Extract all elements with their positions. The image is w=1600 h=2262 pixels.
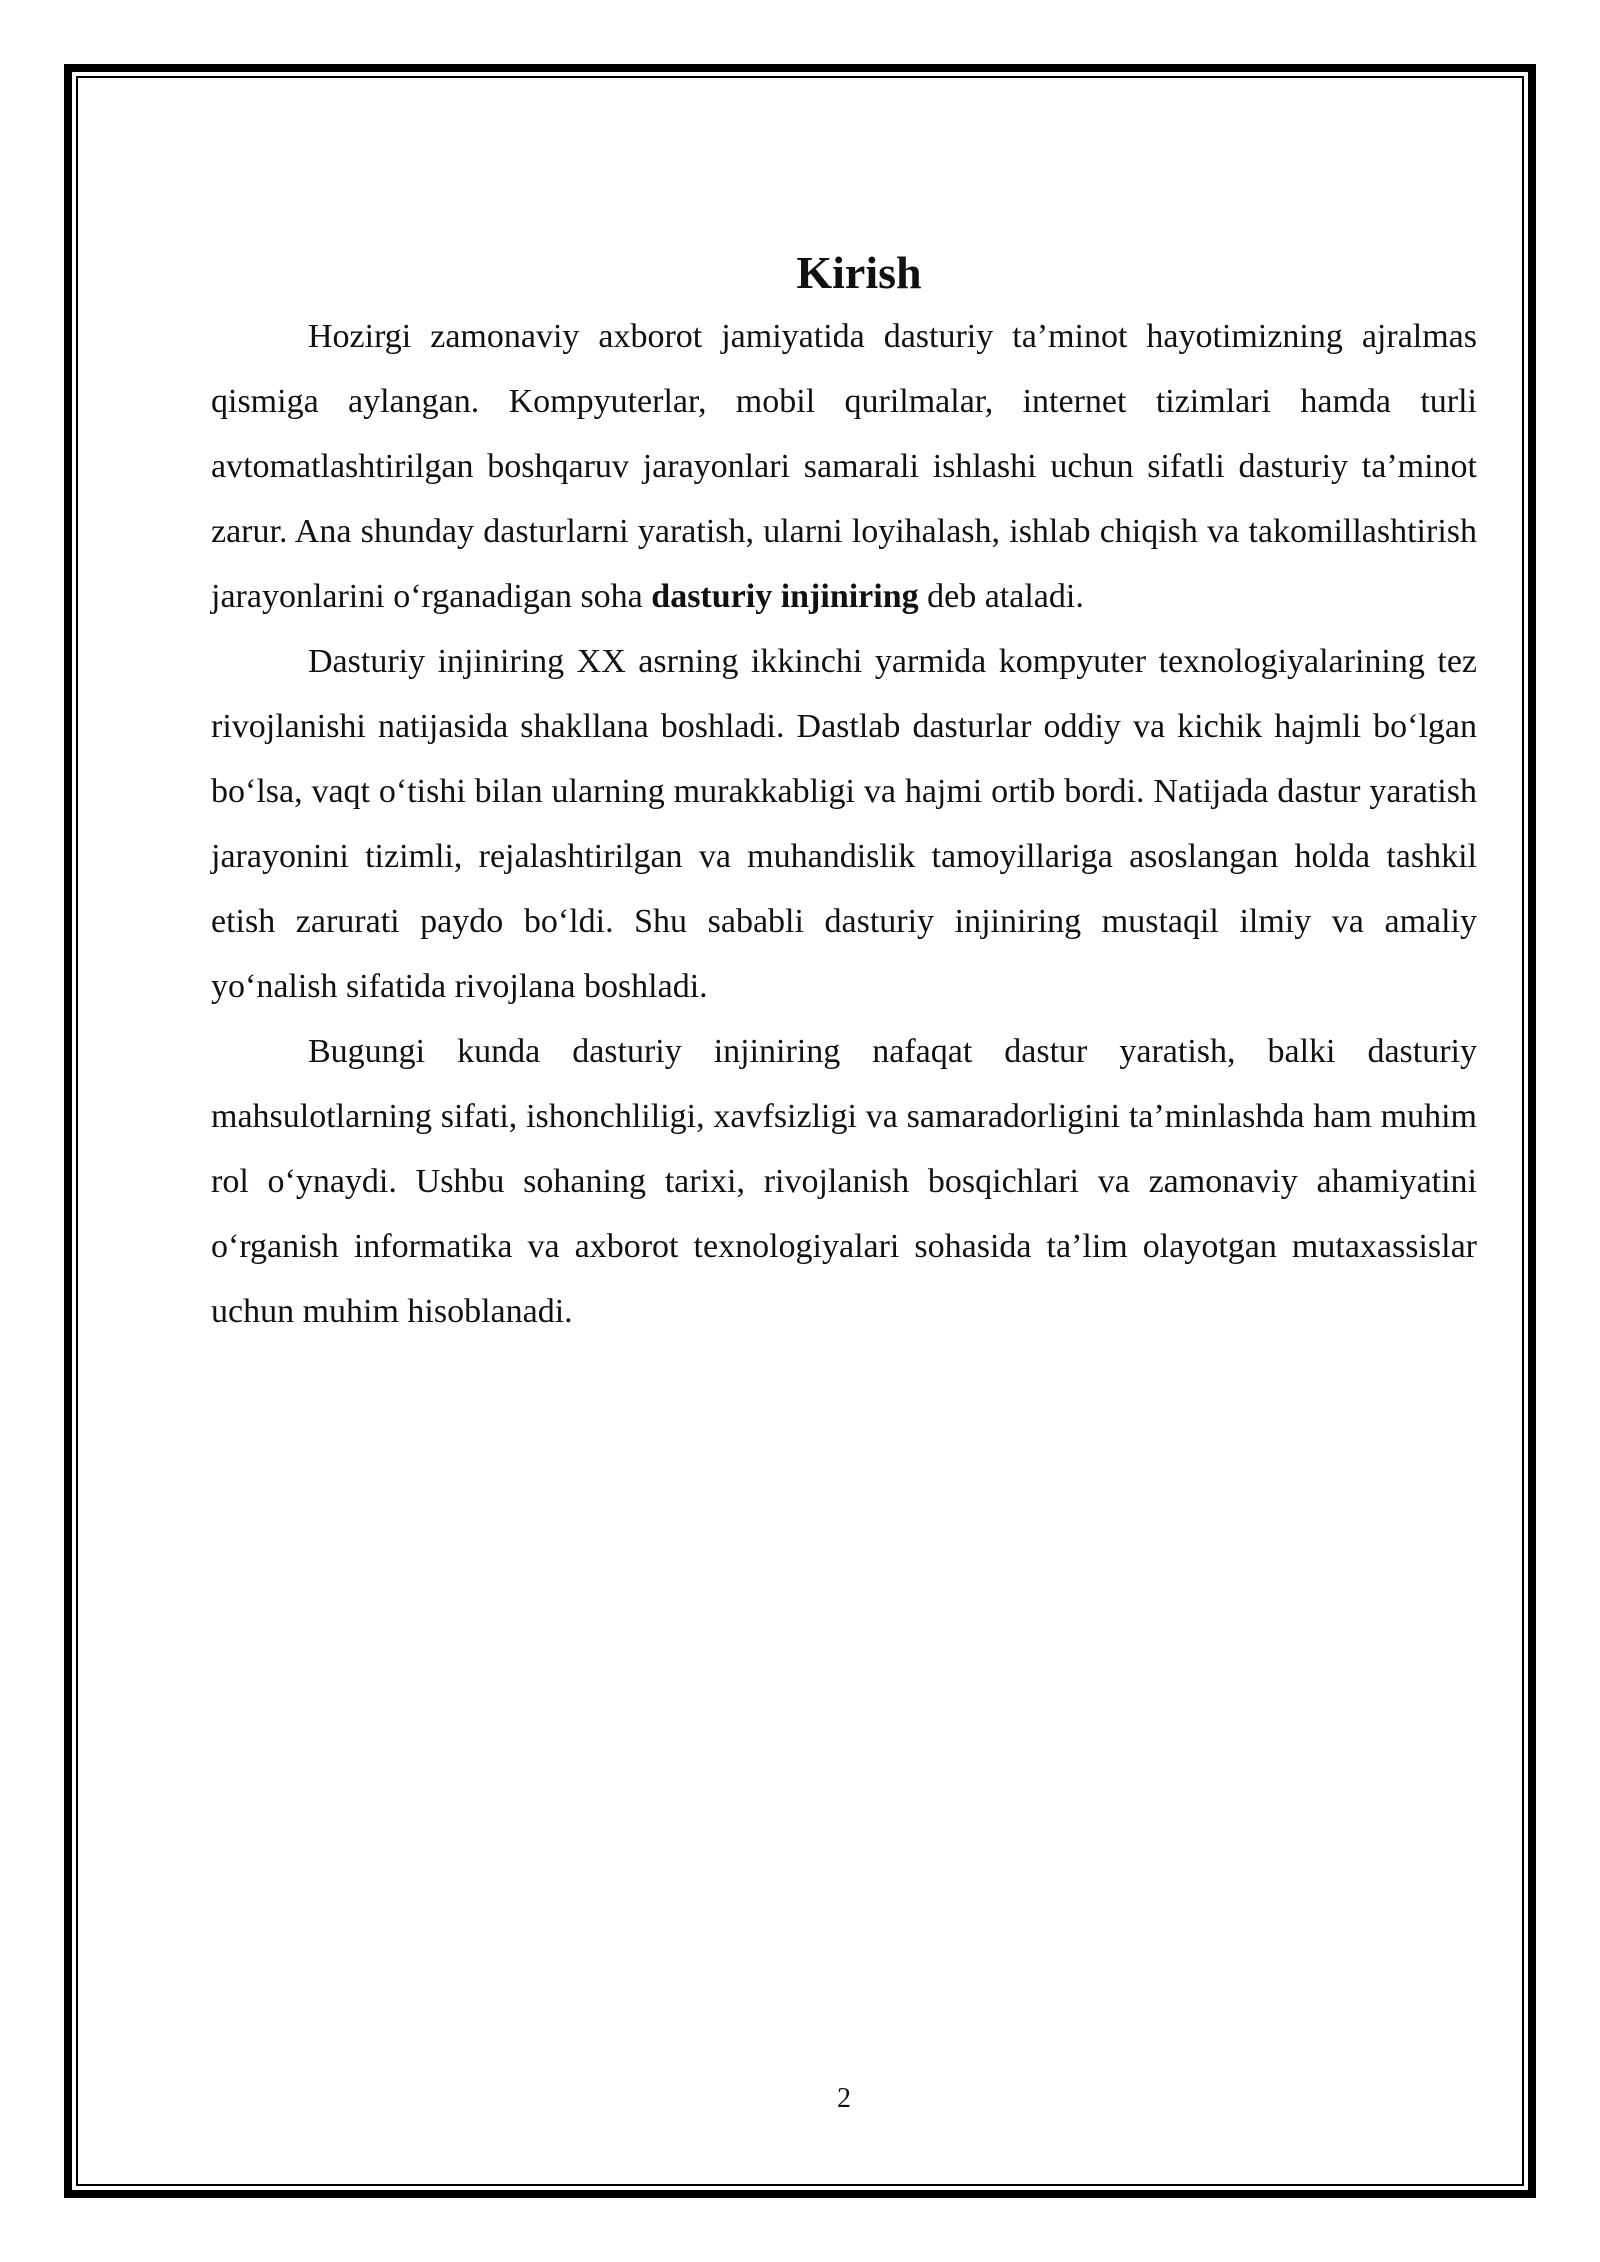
page-number: 2: [837, 2083, 851, 2114]
paragraph-intro: [211, 304, 1477, 629]
paragraph-today: Bugungi kunda dasturiy injiniring nafaqat dastur yaratish, balki dasturiy mahsulotlarning sifati, ishonchliligi, xavfsizligi va samaradorligini ta’minlashda ham muhim rol o‘ynaydi. Ushbu sohaning tarixi, rivojlanish bosqichlari va zamonaviy ahamiyatini o‘rganish informatika va axborot texnologiyalari sohasida ta’lim olayotgan mutaxassislar uchun muhim hisoblanadi.: [211, 1033, 1477, 1330]
bold-term: dasturiy injiniring: [651, 578, 919, 615]
page-title: Kirish: [796, 247, 922, 298]
paragraph-intro-ending: deb ataladi.: [918, 578, 1084, 615]
page-content: [211, 244, 1477, 1344]
paragraph-intro-text: Hozirgi zamonaviy axborot jamiyatida dasturiy ta’minot hayotimizning ajralmas qismiga aylangan. Kompyuterlar, mobil qurilmalar, internet tizimlari hamda turli avtomatlashtirilgan boshqaruv jarayonlari samarali ishlashi uchun sifatli dasturiy ta’minot zarur. Ana shunday dasturlarni yaratish, ularni loyihalash, ishlab chiqish va takomillashtirish jarayonlarini o‘rganadigan soha: [211, 318, 1477, 615]
paragraph-history: Dasturiy injiniring XX asrning ikkinchi yarmida kompyuter texnologiyalarining tez rivojlanishi natijasida shakllana boshladi. Dastlab dasturlar oddiy va kichik hajmli bo‘lgan bo‘lsa, vaqt o‘tishi bilan ularning murakkabligi va hajmi ortib bordi. Natijada dastur yaratish jarayonini tizimli, rejalashtirilgan va muhandislik tamoyillariga asoslangan holda tashkil etish zarurati paydo bo‘ldi. Shu sababli dasturiy injiniring mustaqil ilmiy va amaliy yo‘nalish sifatida rivojlana boshladi.: [211, 643, 1477, 1005]
